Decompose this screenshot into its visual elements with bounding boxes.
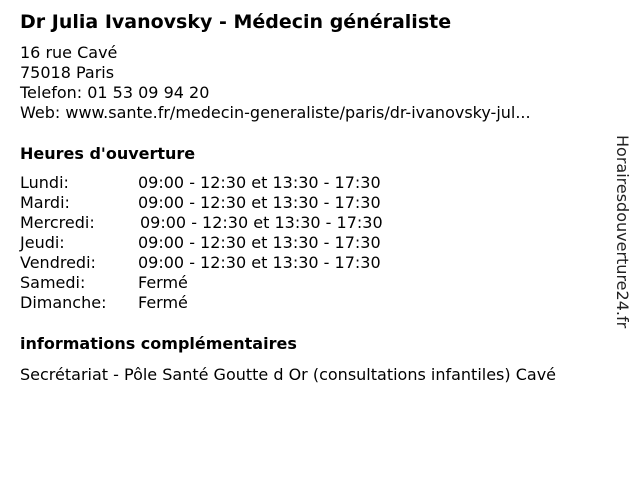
day-label: Vendredi: [20,253,96,272]
day-time: 09:00 - 12:30 et 13:30 - 17:30 [138,253,381,272]
address-city: 75018 Paris [20,63,115,82]
day-time: Fermé [138,293,188,312]
day-time: 09:00 - 12:30 et 13:30 - 17:30 [138,233,381,252]
watermark-text: Horairesdouverture24.fr [613,135,632,329]
address-street: 16 rue Cavé [20,43,118,62]
address-phone: Telefon: 01 53 09 94 20 [20,83,210,102]
day-label: Jeudi: [20,233,65,252]
day-label: Mardi: [20,193,70,212]
day-time: 09:00 - 12:30 et 13:30 - 17:30 [138,193,381,212]
day-label: Lundi: [20,173,69,192]
info-heading: informations complémentaires [20,334,297,353]
address-web: Web: www.sante.fr/medecin-generaliste/paris/dr-ivanovsky-jul... [20,103,531,122]
page-title: Dr Julia Ivanovsky - Médecin généraliste [20,11,452,33]
day-label: Dimanche: [20,293,107,312]
day-time: 09:00 - 12:30 et 13:30 - 17:30 [140,213,383,232]
day-label: Samedi: [20,273,86,292]
address-block [20,43,531,123]
info-text: Secrétariat - Pôle Santé Goutte d Or (consultations infantiles) Cavé [20,365,557,384]
day-time: Fermé [138,273,188,292]
watermark [612,135,632,370]
day-time: 09:00 - 12:30 et 13:30 - 17:30 [138,173,381,192]
day-label: Mercredi: [20,213,95,232]
hours-heading: Heures d'ouverture [20,144,196,163]
